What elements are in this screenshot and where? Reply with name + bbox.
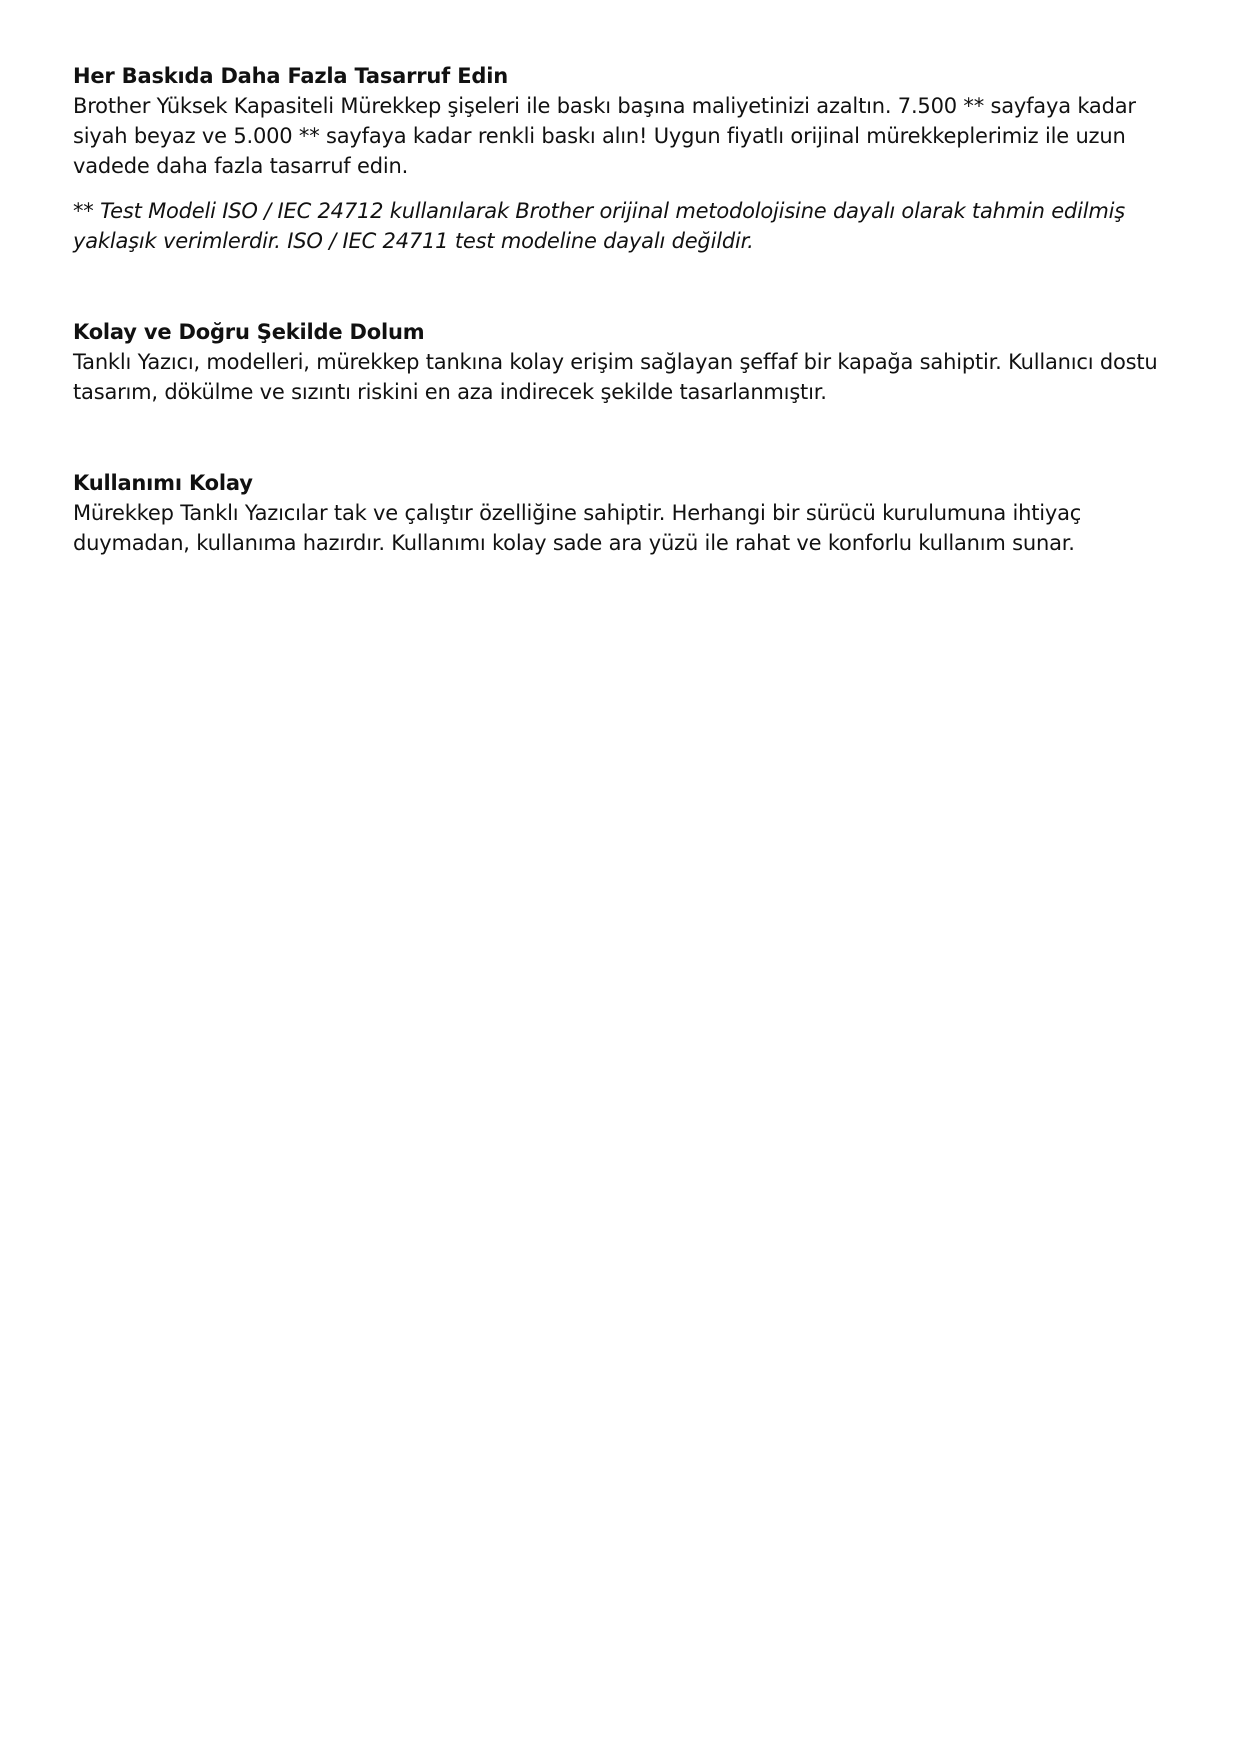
- section-body: Brother Yüksek Kapasiteli Mürekkep şişeleri ile baskı başına maliyetinizi azaltın. 7.500 ** sayfaya kadar siyah beyaz ve 5.000 ** sayfaya kadar renkli baskı alın! Uygun fiyatlı orijinal mürekkeplerimiz ile uzun vadede daha fazla tasarruf edin.: [73, 94, 1136, 178]
- section-refill: [73, 317, 1168, 407]
- section-body: Mürekkep Tanklı Yazıcılar tak ve çalıştır özelliğine sahiptir. Herhangi bir sürücü kurulumuna ihtiyaç duymadan, kullanıma hazırdır. Kullanımı kolay sade ara yüzü ile rahat ve konforlu kullanım sunar.: [73, 501, 1082, 555]
- section-body: Tanklı Yazıcı, modelleri, mürekkep tankına kolay erişim sağlayan şeffaf bir kapağa sahiptir. Kullanıcı dostu tasarım, dökülme ve sızıntı riskini en aza indirecek şekilde tasarlanmıştır.: [73, 350, 1158, 404]
- section-ease-of-use: [73, 468, 1168, 558]
- spacer: [73, 256, 1168, 317]
- section-heading: Kullanımı Kolay: [73, 471, 253, 495]
- section-heading: Kolay ve Doğru Şekilde Dolum: [73, 320, 425, 344]
- footnote: ** Test Modeli ISO / IEC 24712 kullanılarak Brother orijinal metodolojisine dayalı olarak tahmin edilmiş yaklaşık verimlerdir. ISO / IEC 24711 test modeline dayalı değildir.: [73, 199, 1125, 253]
- spacer: [73, 407, 1168, 468]
- document-page: [73, 61, 1168, 558]
- section-savings: [73, 61, 1168, 256]
- section-heading: Her Baskıda Daha Fazla Tasarruf Edin: [73, 64, 508, 88]
